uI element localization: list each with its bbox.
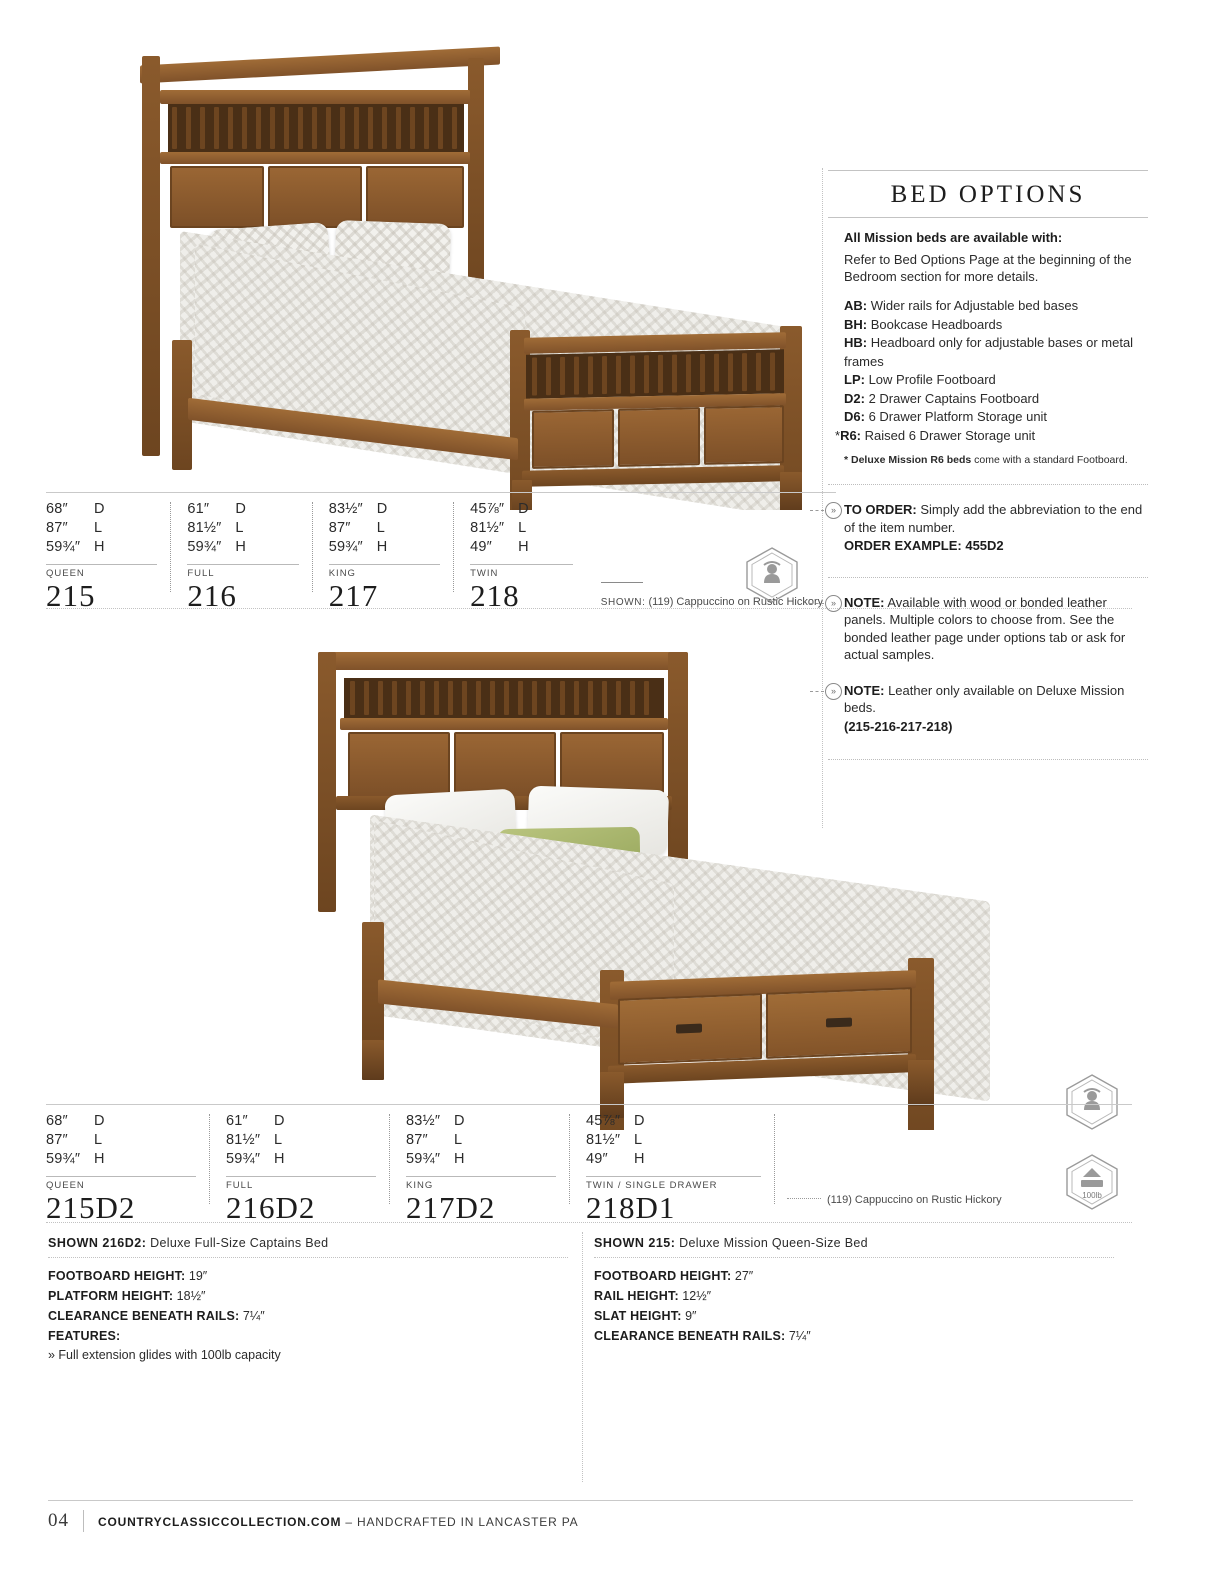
item-number: 216 [187,578,237,613]
note-leather [830,682,1148,736]
detail-value: 27″ [731,1269,754,1283]
detail-column-right [594,1236,1114,1346]
option-text: Wider rails for Adjustable bed bases [870,298,1079,313]
option-text: 6 Drawer Platform Storage unit [868,409,1048,424]
option-code: LP: [844,372,865,387]
detail-line [594,1266,1114,1286]
size-label: FULL [187,564,298,579]
dimension-column-full: 61″ D 81½″ L 59¾″ H FULL 216 [179,500,312,612]
storage-drawer[interactable] [766,987,912,1059]
option-text: 2 Drawer Captains Footboard [868,390,1040,406]
detail-line [48,1266,568,1286]
dimension-row [46,500,836,612]
options-subtext: Refer to Bed Options Page at the beginning of the Bedroom section for more details. [844,252,1132,284]
depth-value: 45⅞″ [470,501,505,517]
detail-value: 12½″ [678,1289,712,1303]
detail-line [594,1306,1114,1326]
size-label: QUEEN [46,1176,196,1191]
headboard-top-rail [318,652,688,670]
size-label: FULL [226,1176,376,1191]
arrow-bullet-icon: » [810,683,844,699]
item-number: 215 [46,578,96,613]
size-label: KING [329,564,440,579]
depth-value: 61″ [187,501,210,517]
dimension-row [46,1112,1132,1224]
option-code: D2: [844,390,865,406]
option-code: BH: [844,316,868,332]
detail-heading-rest: Deluxe Full-Size Captains Bed [146,1236,329,1250]
detail-heading [48,1236,568,1257]
headboard-slat-area [344,678,664,718]
option-code: D6: [844,409,865,424]
shown-finish: (119) Cappuccino on Rustic Hickory [827,1194,1002,1206]
option-row-d6 [844,408,1148,427]
option-text: Low Profile Footboard [868,372,996,387]
headboard-left-post [318,652,336,912]
option-text: Headboard only for adjustable bases or metal frames [844,335,1134,369]
bed-options-panel [828,170,1148,760]
detail-heading-bold: SHOWN 215: [594,1236,676,1250]
height-value: 59¾″ [46,1151,81,1167]
footboard-panel [618,407,700,467]
storage-drawer[interactable] [618,993,762,1065]
item-number: 217D2 [406,1190,496,1225]
footnote-bold: * Deluxe Mission R6 beds [844,454,972,466]
note-text: Leather only available on Deluxe Mission beds. [844,682,1125,715]
footboard-panel [532,409,614,469]
length-value: 81½″ [226,1132,261,1148]
length-value: 81½″ [470,520,505,536]
headboard-panel [348,732,450,798]
note-strong: ORDER EXAMPLE: 455D2 [844,538,1004,553]
amish-handcrafted-badge [742,545,802,605]
headboard-panel [268,166,362,228]
product-image-bed-215 [120,40,820,510]
detail-value: 9″ [681,1309,697,1323]
depth-value: 68″ [46,1113,68,1129]
height-value: 59¾″ [226,1151,261,1167]
footnote-rest: come with a standard Footboard. [971,454,1128,466]
detail-value: 7¼″ [785,1329,811,1343]
dimension-column-king: 83½″ D 87″ L 59¾″ H KING 217D2 [398,1112,570,1224]
item-number: 215D2 [46,1190,136,1225]
weight-badge-label: 100lb [1082,1191,1102,1200]
shown-prefix: SHOWN: [600,597,646,608]
length-value: 87″ [46,1132,68,1148]
footboard-slat-area [526,349,784,398]
arrow-bullet-icon: » [810,595,844,611]
dimension-column-queen: 68″ D 87″ L 59¾″ H QUEEN 215 [46,500,171,612]
note-label: TO ORDER: [844,502,917,517]
detail-line [48,1306,568,1326]
detail-column-left [48,1236,568,1365]
detail-value: 19″ [185,1269,208,1283]
headboard-panel [170,166,264,228]
bed-options-title: BED OPTIONS [890,181,1086,208]
note-text: Simply add the abbreviation to the end of the item number. [844,502,1143,535]
dimension-column-full: 61″ D 81½″ L 59¾″ H FULL 216D2 [218,1112,390,1224]
page-number: 04 [48,1510,84,1532]
headboard-rail [160,90,470,104]
depth-value: 45⅞″ [586,1113,621,1129]
depth-value: 83½″ [328,501,363,517]
dimension-column-twin: 45⅞″ D 81½″ L 49″ H TWIN / SINGLE DRAWER 218D1 [578,1112,775,1224]
note-label: NOTE: [844,682,885,698]
detail-label: CLEARANCE BENEATH RAILS: [594,1329,786,1343]
asterisk-marker: * [835,427,841,443]
drawer-pull[interactable] [676,1024,702,1034]
headboard-left-post [142,56,160,456]
option-row-lp [844,371,1148,390]
detail-label: FOOTBOARD HEIGHT: [48,1269,186,1283]
height-value: 59¾″ [187,539,222,555]
note-to-order [830,501,1148,555]
detail-label: SLAT HEIGHT: [594,1309,682,1323]
option-row-r6 [835,427,1148,446]
length-value: 87″ [46,520,68,536]
detail-label: PLATFORM HEIGHT: [48,1289,174,1303]
detail-heading [594,1236,1114,1257]
item-number: 217 [328,578,379,613]
size-label: TWIN / SINGLE DRAWER [586,1176,761,1191]
note-strong: (215-216-217-218) [844,718,953,734]
note-text: Available with wood or bonded leather panels. Multiple colors to choose from. See the bonded leather page under options tab or ask for actual samples. [844,594,1126,662]
length-value: 87″ [406,1132,428,1148]
headboard-panel [366,166,464,228]
detail-label: FEATURES: [48,1329,121,1343]
note-label: NOTE: [844,594,885,610]
detail-label: FOOTBOARD HEIGHT: [594,1269,732,1283]
note-panels [830,594,1148,664]
footer-caption [98,1515,578,1529]
detail-heading-bold: SHOWN 216D2: [48,1236,147,1250]
length-value: 87″ [328,520,351,536]
detail-label: RAIL HEIGHT: [594,1289,679,1303]
length-value: 81½″ [586,1132,621,1148]
size-label: QUEEN [46,564,157,579]
dimension-column-queen: 68″ D 87″ L 59¾″ H QUEEN 215D2 [46,1112,210,1224]
depth-value: 83½″ [406,1113,441,1129]
page-footer [48,1500,1133,1532]
option-row-bh [844,316,1148,335]
shown-note-bottom [783,1112,1002,1224]
detail-bullet: » Full extension glides with 100lb capacity [48,1348,281,1362]
detail-heading-rest: Deluxe Mission Queen-Size Bed [675,1236,868,1250]
height-value: 59¾″ [46,539,81,555]
option-row-d2 [844,390,1148,409]
headboard-slat-area [168,104,464,152]
shown-finish: (119) Cappuccino on Rustic Hickory [645,596,824,608]
dimension-column-twin: 45⅞″ D 81½″ L 49″ H TWIN 218 [462,500,587,612]
detail-value: 18½″ [173,1289,206,1303]
detail-value: 7¼″ [239,1309,265,1323]
item-number: 216D2 [226,1190,316,1225]
drawer-pull[interactable] [826,1018,852,1028]
options-footnote [844,454,1148,466]
height-value: 59¾″ [406,1151,441,1167]
option-text: Raised 6 Drawer Storage unit [864,427,1036,443]
option-text: Bookcase Headboards [870,316,1003,332]
depth-value: 61″ [226,1113,248,1129]
option-code: HB: [844,335,868,350]
detail-label: CLEARANCE BENEATH RAILS: [48,1309,240,1323]
option-row-ab [844,297,1148,316]
length-value: 81½″ [187,520,222,536]
headboard-top-rail [140,47,500,84]
options-lead: All Mission beds are available with: [844,230,1063,245]
height-value: 59¾″ [328,539,363,555]
spec-block-bottom [46,1112,1132,1224]
detail-line [594,1326,1114,1346]
depth-value: 68″ [46,501,68,517]
detail-line [48,1286,568,1306]
height-value: 49″ [586,1151,608,1167]
footboard-panel [704,405,784,465]
size-label: KING [406,1176,556,1191]
arrow-bullet-icon: » [810,502,844,518]
detail-line [48,1326,568,1346]
option-row-hb [844,334,1148,371]
footer-site: COUNTRYCLASSICCOLLECTION.COM [98,1515,342,1529]
item-number: 218 [470,578,520,613]
size-label: TWIN [470,564,573,579]
detail-line [594,1286,1114,1306]
option-code: R6: [840,427,862,443]
option-code: AB: [844,298,868,313]
dimension-column-king: 83½″ D 87″ L 59¾″ H KING 217 [321,500,454,612]
footer-tagline: – HANDCRAFTED IN LANCASTER PA [341,1515,579,1529]
height-value: 49″ [470,539,492,555]
item-number: 218D1 [586,1190,676,1225]
spec-block-top [46,500,836,612]
